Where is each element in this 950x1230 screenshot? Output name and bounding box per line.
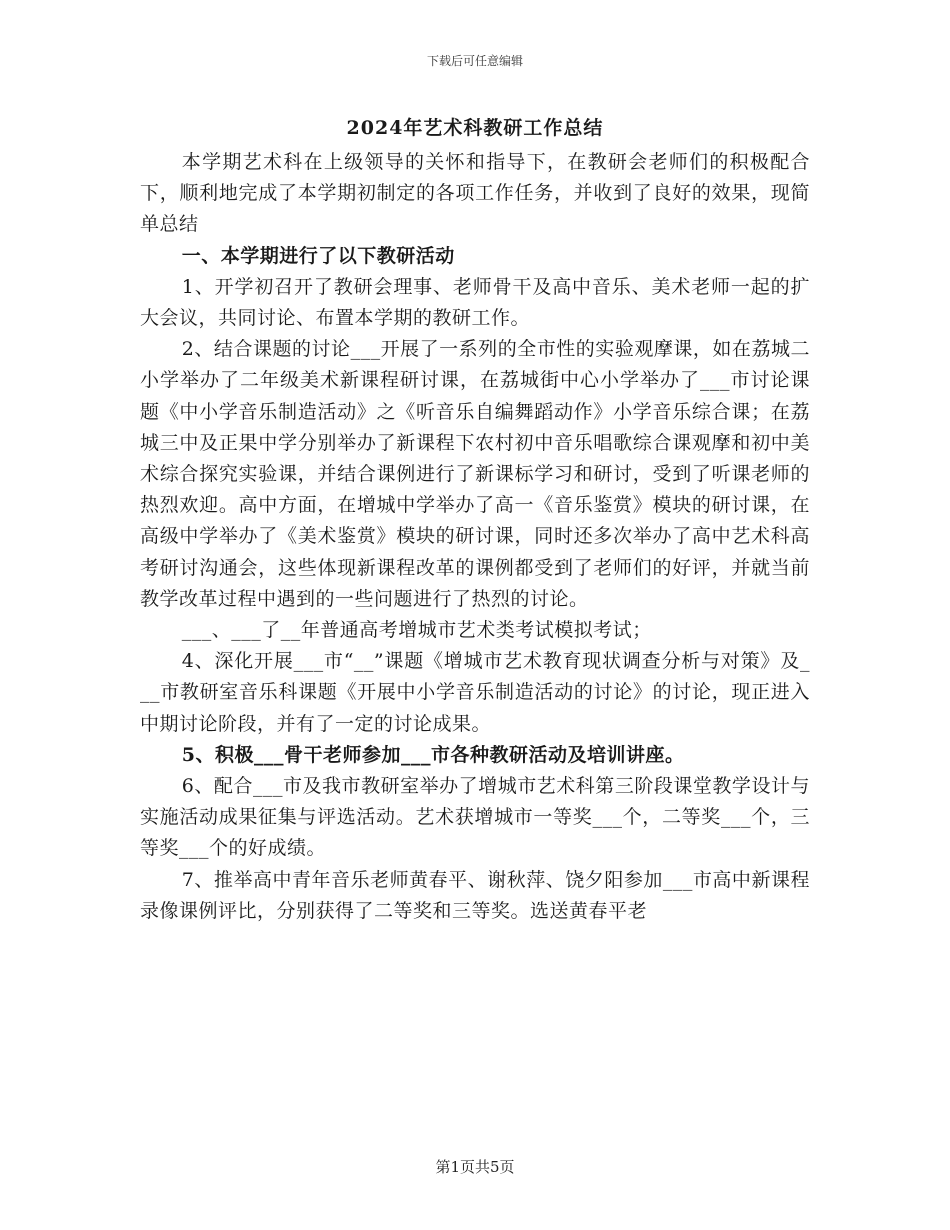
section-heading: 一、本学期进行了以下教研活动: [181, 244, 455, 267]
paragraph-item-2: 2、结合课题的讨论___开展了一系列的全市性的实验观摩课，如在荔城二小学举办了二年级美术新课程研讨课，在荔城街中心小学举办了___市讨论课题《中小学音乐制造活动》之《听音乐自编舞蹈动作》小学音乐综合课；在荔城三中及正果中学分别举办了新课程下农村初中音乐唱歌综合课观摩和初中美术综合探究实验课，并结合课例进行了新课标学习和研讨，受到了听课老师的热烈欢迎。高中方面，在增城中学举办了高一《音乐鉴赏》模块的研讨课，在高级中学举办了《美术鉴赏》模块的研讨课，同时还多次举办了高中艺术科高考研讨沟通会，这些体现新课程改革的课例都受到了老师们的好评，并就当前教学改革过程中遇到的一些问题进行了热烈的讨论。: [140, 338, 810, 610]
header-note: 下载后可任意编辑: [426, 54, 523, 68]
document-body: [140, 147, 810, 927]
paragraph-item-6: 6、配合___市及我市教研室举办了增城市艺术科第三阶段课堂教学设计与实施活动成果征集与评选活动。艺术获增城市一等奖___个，二等奖___个，三等奖___个的好成绩。: [140, 775, 810, 860]
paragraph-item-3: ___、___了__年普通高考增城市艺术类考试模拟考试；: [181, 619, 652, 642]
document-title: 2024年艺术科教研工作总结: [346, 117, 604, 139]
page-number: 第1页共5页: [435, 1158, 515, 1176]
paragraph-item-7: 7、推举高中青年音乐老师黄春平、谢秋萍、饶夕阳参加___市高中新课程录像课例评比，分别获得了二等奖和三等奖。选送黄春平老: [140, 868, 810, 922]
paragraph-item-4: 4、深化开展___市“__”课题《增城市艺术教育现状调查分析与对策》及___市教研室音乐科课题《开展中小学音乐制造活动的讨论》的讨论，现正进入中期讨论阶段，并有了一定的讨论成果。: [140, 650, 810, 735]
intro-paragraph: 本学期艺术科在上级领导的关怀和指导下，在教研会老师们的积极配合下，顺利地完成了本学期初制定的各项工作任务，并收到了良好的效果，现简单总结: [140, 151, 810, 236]
paragraph-item-1: 1、开学初召开了教研会理事、老师骨干及高中音乐、美术老师一起的扩大会议，共同讨论、布置本学期的教研工作。: [140, 275, 810, 330]
paragraph-item-5: 5、积极___骨干老师参加___市各种教研活动及培训讲座。: [181, 743, 685, 766]
